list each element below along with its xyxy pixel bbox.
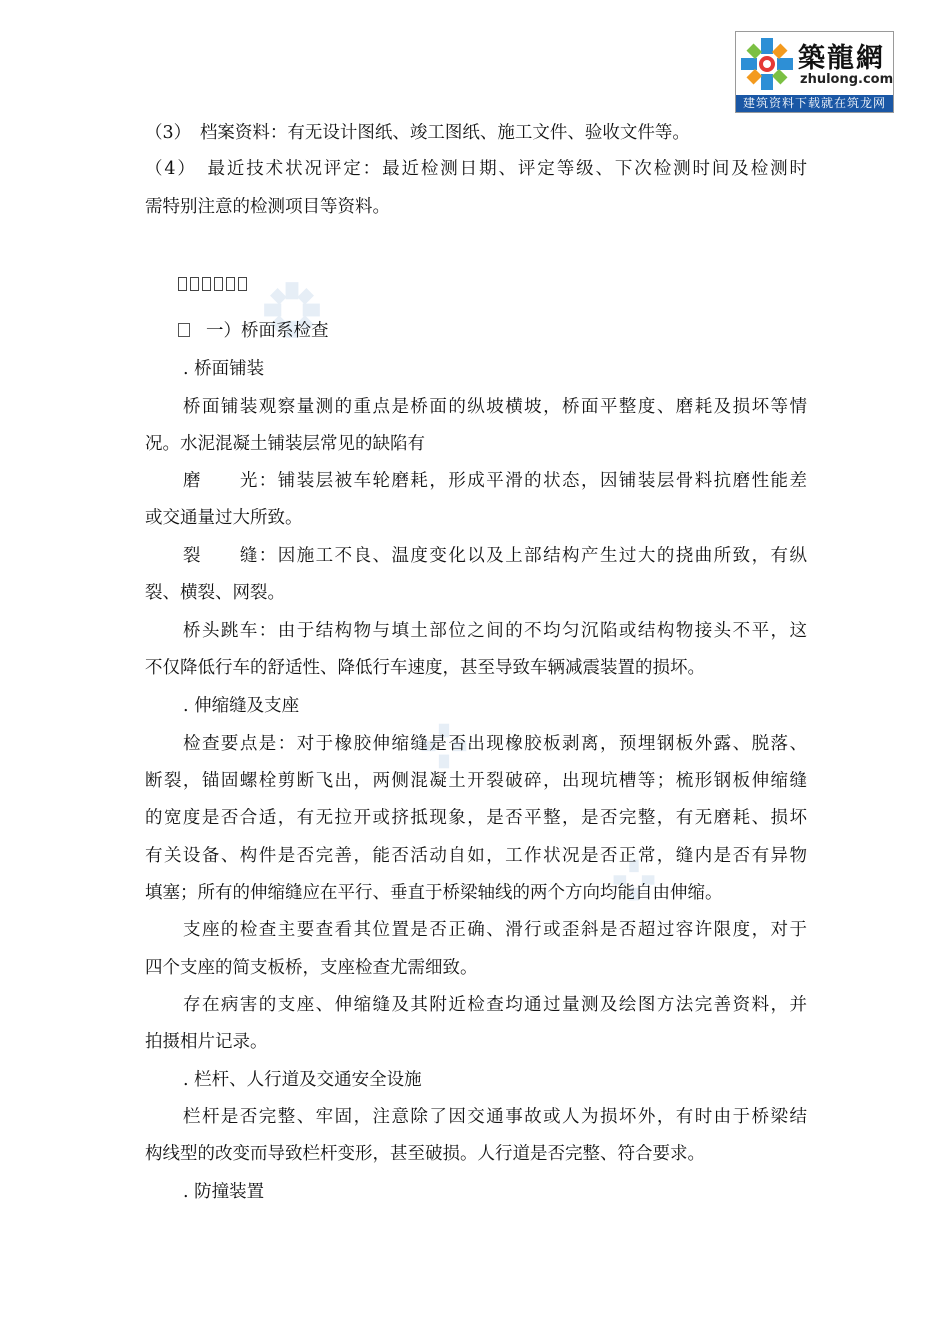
- text-line-evaluation: （4） 最近技术状况评定：最近检测日期、评定等级、下次检测时间及检测时: [145, 159, 807, 179]
- paragraph-line: 桥面铺装观察量测的重点是桥面的纵坡横坡，桥面平整度、磨耗及损坏等情: [183, 397, 807, 417]
- paragraph-line: 断裂，锚固螺栓剪断飞出，两侧混凝土开裂破碎，出现坑槽等；梳形钢板伸缩缝: [145, 771, 807, 791]
- paragraph-line: 拍摄相片记录。: [145, 1032, 268, 1052]
- zhulong-logo: [735, 31, 894, 113]
- paragraph-line: 填塞；所有的伸缩缝应在平行、垂直于桥梁轴线的两个方向均能自由伸缩。: [145, 883, 723, 903]
- bullet-box-icon: [178, 323, 190, 337]
- section-heading-garbled: [178, 274, 250, 296]
- paragraph-line: 桥头跳车：由于结构物与填土部位之间的不均匀沉陷或结构物接头不平，这: [183, 621, 807, 641]
- paragraph-line: 构线型的改变而导致栏杆变形，甚至破损。人行道是否完整、符合要求。: [145, 1144, 705, 1164]
- heading-crash-barrier: . 防撞装置: [183, 1182, 265, 1202]
- heading-expansion-joint: . 伸缩缝及支座: [183, 696, 300, 716]
- missing-glyph-boxes: [178, 275, 250, 295]
- paragraph-line: 或交通量过大所致。: [145, 508, 303, 528]
- paragraph-line: 栏杆是否完整、牢固，注意除了因交通事故或人为损坏外，有时由于桥梁结: [183, 1107, 807, 1127]
- logo-name-cn: 築龍網: [798, 43, 885, 74]
- subsection-title: 一）桥面系检查: [206, 321, 329, 341]
- paragraph-line: 不仅降低行车的舒适性、降低行车速度，甚至导致车辆减震装置的损坏。: [145, 658, 705, 678]
- paragraph-line: 有关设备、构件是否完善，能否活动自如，工作状况是否正常，缝内是否有异物: [145, 846, 807, 866]
- heading-deck-paving: . 桥面铺装: [183, 359, 265, 379]
- paragraph-line: 四个支座的简支板桥，支座检查尤需细致。: [145, 958, 478, 978]
- paragraph-line: 裂 缝：因施工不良、温度变化以及上部结构产生过大的挠曲所致，有纵: [183, 546, 807, 566]
- logo-tagline: 建筑资料下载就在筑龙网: [736, 95, 893, 112]
- text-line-archive: （3） 档案资料：有无设计图纸、竣工图纸、施工文件、验收文件等。: [145, 123, 690, 143]
- paragraph-line: 检查要点是：对于橡胶伸缩缝是否出现橡胶板剥离，预埋钢板外露、脱落、: [183, 734, 807, 754]
- logo-domain: zhulong.com: [800, 72, 894, 87]
- snowflake-logo-icon: [739, 36, 795, 92]
- text-line-evaluation-cont: 需特别注意的检测项目等资料。: [145, 197, 390, 217]
- paragraph-line: 的宽度是否合适，有无拉开或挤抵现象，是否平整，是否完整，有无磨耗、损坏: [145, 808, 807, 828]
- paragraph-line: 存在病害的支座、伸缩缝及其附近检查均通过量测及绘图方法完善资料，并: [183, 995, 807, 1015]
- paragraph-line: 裂、横裂、网裂。: [145, 583, 285, 603]
- paragraph-line: 况。水泥混凝土铺装层常见的缺陷有: [145, 434, 425, 454]
- paragraph-line: 支座的检查主要查看其位置是否正确、滑行或歪斜是否超过容许限度，对于: [183, 920, 807, 940]
- heading-railing: . 栏杆、人行道及交通安全设施: [183, 1070, 422, 1090]
- subsection-bridge-deck: [178, 320, 329, 342]
- paragraph-line: 磨 光：铺装层被车轮磨耗，形成平滑的状态，因铺装层骨料抗磨性能差: [183, 471, 807, 491]
